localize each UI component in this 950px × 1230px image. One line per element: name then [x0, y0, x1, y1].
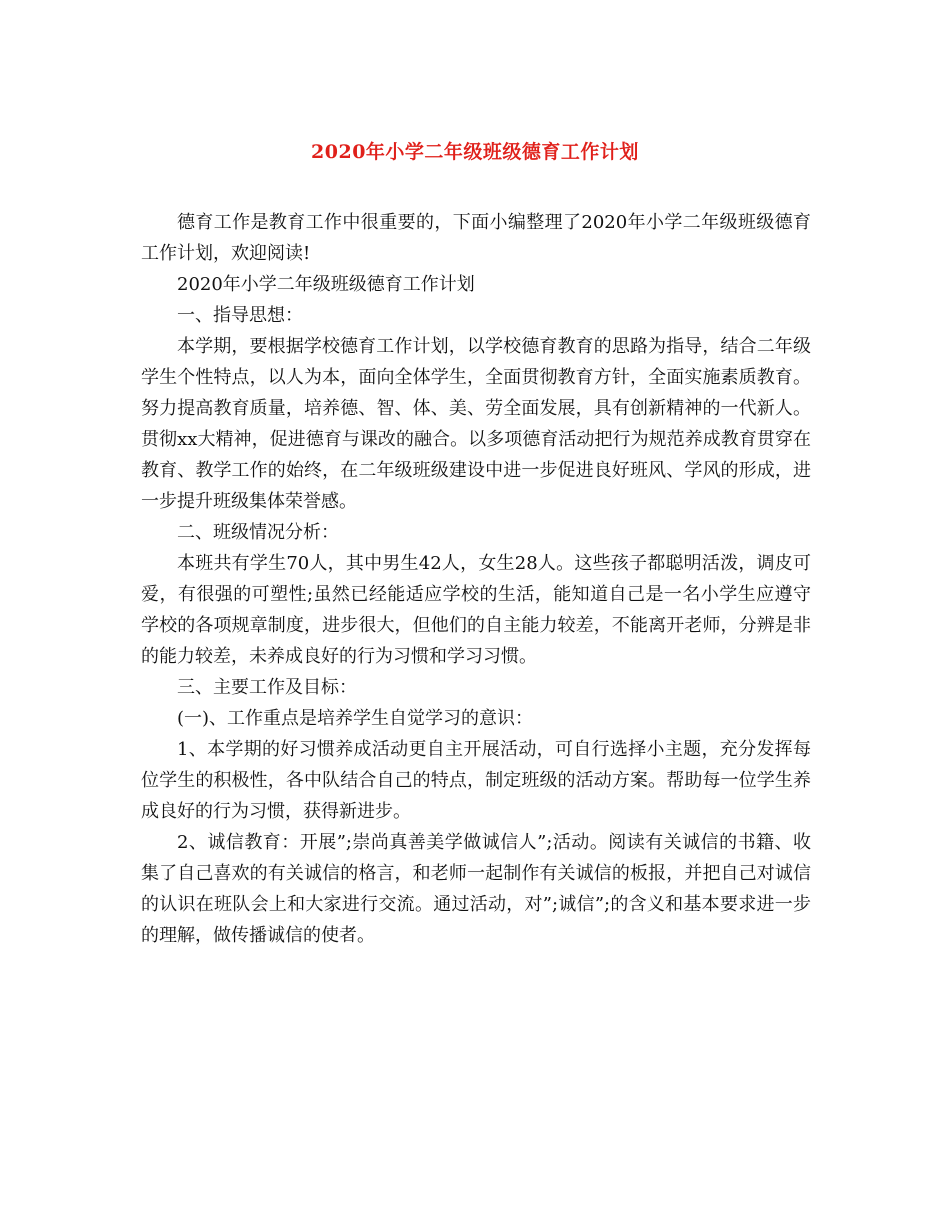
subtitle-paragraph: 2020年小学二年级班级德育工作计划 [177, 274, 475, 295]
document-body [141, 207, 811, 951]
subsection-heading-work-focus: (一)、工作重点是培养学生自觉学习的意识： [177, 708, 534, 729]
document-title: 2020年小学二年级班级德育工作计划 [311, 141, 639, 163]
section-heading-class-analysis: 二、班级情况分析： [177, 522, 339, 543]
work-item-1-paragraph: 1、本学期的好习惯养成活动更自主开展活动，可自行选择小主题，充分发挥每位学生的积极性，各中队结合自己的特点，制定班级的活动方案。帮助每一位学生养成良好的行为习惯，获得新进步。 [141, 739, 811, 822]
section-heading-main-work: 三、主要工作及目标： [177, 677, 357, 698]
section-heading-guiding-thought: 一、指导思想： [177, 305, 303, 326]
work-item-2-paragraph: 2、诚信教育：开展”;崇尚真善美学做诚信人”;活动。阅读有关诚信的书籍、收集了自己喜欢的有关诚信的格言，和老师一起制作有关诚信的板报，并把自己对诚信的认识在班队会上和大家进行交流。通过活动，对”;诚信”;的含义和基本要求进一步的理解，做传播诚信的使者。 [141, 832, 811, 946]
class-analysis-paragraph: 本班共有学生70人，其中男生42人，女生28人。这些孩子都聪明活泼，调皮可爱，有很强的可塑性;虽然已经能适应学校的生活，能知道自己是一名小学生应遵守学校的各项规章制度，进步很大，但他们的自主能力较差，不能离开老师，分辨是非的能力较差，未养成良好的行为习惯和学习习惯。 [141, 553, 811, 667]
guiding-thought-paragraph: 本学期，要根据学校德育工作计划，以学校德育教育的思路为指导，结合二年级学生个性特点，以人为本，面向全体学生，全面贯彻教育方针，全面实施素质教育。努力提高教育质量，培养德、智、体、美、劳全面发展，具有创新精神的一代新人。贯彻xx大精神，促进德育与课改的融合。以多项德育活动把行为规范养成教育贯穿在教育、教学工作的始终，在二年级班级建设中进一步促进良好班风、学风的形成，进一步提升班级集体荣誉感。 [141, 336, 811, 512]
intro-paragraph: 德育工作是教育工作中很重要的，下面小编整理了2020年小学二年级班级德育工作计划，欢迎阅读! [141, 212, 811, 264]
